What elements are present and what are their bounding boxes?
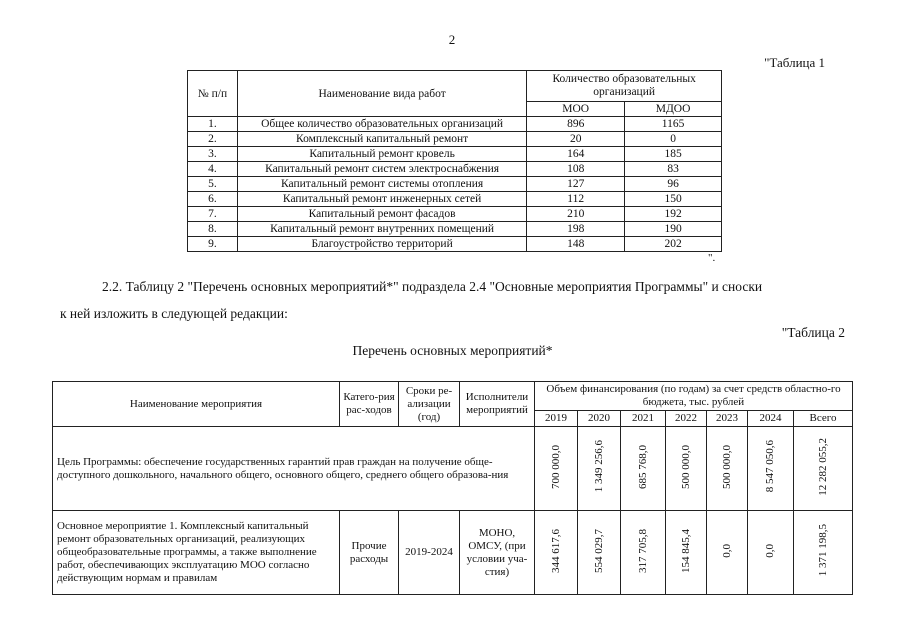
table1: [187, 70, 722, 252]
row-number: 1.: [188, 117, 238, 132]
moo-count: 112: [527, 192, 625, 207]
year-header: 2021: [621, 411, 666, 427]
year-header: 2022: [666, 411, 707, 427]
work-type: Капитальный ремонт инженерных сетей: [237, 192, 526, 207]
funding-value: 0,0: [764, 543, 776, 558]
paragraph-line-1: 2.2. Таблицу 2 "Перечень основных мероприятий*" подраздела 2.4 "Основные мероприятия Программы" и сноски: [102, 279, 763, 294]
work-type: Комплексный капитальный ремонт: [237, 132, 526, 147]
work-type: Капитальный ремонт внутренних помещений: [237, 222, 526, 237]
funding-value: 500 000,0: [679, 444, 692, 489]
table-row: [188, 207, 722, 222]
table2-header-period: Сроки ре-ализации (год): [399, 382, 460, 427]
funding-value: 1 349 256,6: [592, 440, 605, 493]
funding-total: 12 282 055,2: [816, 437, 829, 496]
row-number: 3.: [188, 147, 238, 162]
moo-count: 198: [527, 222, 625, 237]
table2-caption: "Таблица 2: [781, 325, 845, 340]
table1-header-mdoo: МДОО: [625, 102, 722, 117]
goal-text: Цель Программы: обеспечение государственных гарантий прав граждан на получение обще-доступного дошкольного, начального общего, основного общего, среднего общего образова-ния: [53, 427, 535, 511]
work-type: Капитальный ремонт системы отопления: [237, 177, 526, 192]
work-type: Капитальный ремонт фасадов: [237, 207, 526, 222]
row-number: 2.: [188, 132, 238, 147]
table-row: [188, 132, 722, 147]
mdoo-count: 83: [625, 162, 722, 177]
table1-header-moo: МОО: [527, 102, 625, 117]
table1-caption: "Таблица 1: [764, 55, 825, 70]
row-number: 5.: [188, 177, 238, 192]
funding-total: 1 371 198,5: [816, 524, 829, 577]
funding-value: 685 768,0: [636, 444, 649, 489]
row-number: 6.: [188, 192, 238, 207]
mdoo-count: 96: [625, 177, 722, 192]
paragraph-line-2: к ней изложить в следующей редакции:: [60, 306, 288, 321]
table2-header-category: Катего-рия рас-ходов: [340, 382, 399, 427]
mdoo-count: 202: [625, 237, 722, 252]
table2-title: Перечень основных мероприятий*: [352, 343, 553, 358]
funding-value: 700 000,0: [549, 444, 562, 489]
goal-row: [53, 427, 853, 511]
work-type: Общее количество образовательных организаций: [237, 117, 526, 132]
funding-value: 344 617,6: [549, 528, 562, 573]
moo-count: 148: [527, 237, 625, 252]
table-row: [188, 147, 722, 162]
row-number: 4.: [188, 162, 238, 177]
moo-count: 127: [527, 177, 625, 192]
measure-executors: МОНО, ОМСУ, (при условии уча-стия): [460, 511, 535, 595]
amendment-paragraph: [60, 273, 850, 327]
table-row: [188, 192, 722, 207]
table1-header-count: Количество образовательных организаций: [527, 71, 722, 102]
total-header: Всего: [794, 411, 853, 427]
row-number: 9.: [188, 237, 238, 252]
table2: [52, 381, 853, 595]
year-header: 2024: [748, 411, 794, 427]
funding-value: 500 000,0: [720, 444, 733, 489]
row-number: 7.: [188, 207, 238, 222]
moo-count: 108: [527, 162, 625, 177]
mdoo-count: 0: [625, 132, 722, 147]
table-row: [188, 177, 722, 192]
work-type: Капитальный ремонт систем электроснабжения: [237, 162, 526, 177]
year-header: 2020: [578, 411, 621, 427]
work-type: Благоустройство территорий: [237, 237, 526, 252]
moo-count: 896: [527, 117, 625, 132]
measure-row: [53, 511, 853, 595]
table2-header-name: Наименование мероприятия: [53, 382, 340, 427]
year-header: 2023: [707, 411, 748, 427]
table2-header-executors: Исполнители мероприятий: [460, 382, 535, 427]
mdoo-count: 150: [625, 192, 722, 207]
table1-header-name: Наименование вида работ: [237, 71, 526, 117]
funding-value: 8 547 050,6: [764, 440, 776, 493]
table1-closing-quote: ".: [708, 252, 716, 264]
table-row: [188, 117, 722, 132]
funding-value: 554 029,7: [592, 528, 605, 573]
moo-count: 210: [527, 207, 625, 222]
work-type: Капитальный ремонт кровель: [237, 147, 526, 162]
mdoo-count: 192: [625, 207, 722, 222]
funding-value: 317 705,8: [636, 528, 649, 573]
table1-header-num: № п/п: [188, 71, 238, 117]
measure-category: Прочие расходы: [340, 511, 399, 595]
funding-value: 0,0: [720, 543, 733, 558]
measure-period: 2019-2024: [399, 511, 460, 595]
table-row: [188, 237, 722, 252]
funding-value: 154 845,4: [679, 528, 692, 573]
table-row: [188, 162, 722, 177]
mdoo-count: 190: [625, 222, 722, 237]
moo-count: 164: [527, 147, 625, 162]
moo-count: 20: [527, 132, 625, 147]
mdoo-count: 1165: [625, 117, 722, 132]
mdoo-count: 185: [625, 147, 722, 162]
row-number: 8.: [188, 222, 238, 237]
page-number: 2: [448, 32, 456, 47]
measure-text: Основное мероприятие 1. Комплексный капитальный ремонт образовательных организаций, реализующих общеобразовательные программы, а также выполнение работ, обеспечивающих эксплуатацию МОО согласно действующим нормам и правилам: [53, 511, 340, 595]
table2-header-funding: Объем финансирования (по годам) за счет средств областно-го бюджета, тыс. рублей: [535, 382, 853, 411]
year-header: 2019: [535, 411, 578, 427]
table-row: [188, 222, 722, 237]
